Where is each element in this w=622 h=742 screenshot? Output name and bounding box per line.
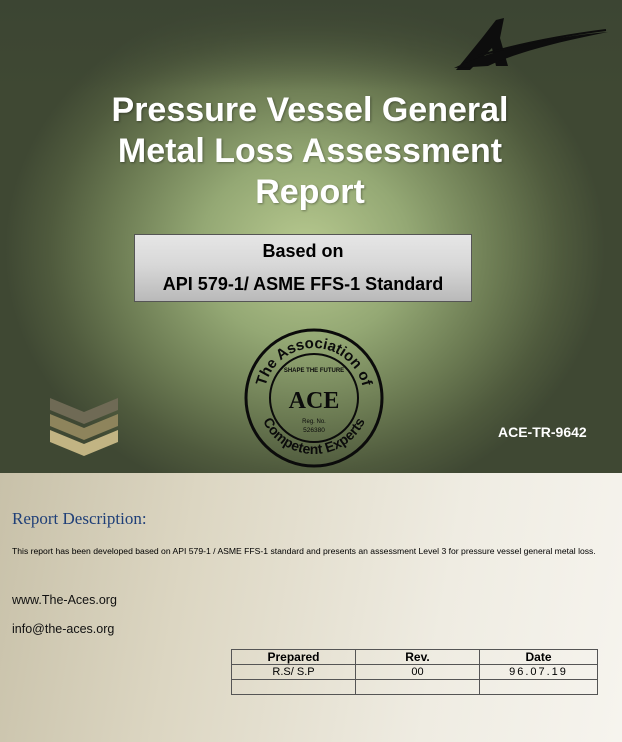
table-row xyxy=(232,665,598,680)
cell-empty-3 xyxy=(480,680,598,695)
description-text: This report has been developed based on API 579-1 / ASME FFS-1 standard and presents an assessment Level 3 for pressure vessel general metal loss. xyxy=(12,546,596,556)
association-seal-icon xyxy=(244,328,384,468)
website-link[interactable]: www.The-Aces.org xyxy=(12,593,117,607)
seal-reg-label: Reg. No. xyxy=(302,419,326,425)
seal-tagline: SHAPE THE FUTURE xyxy=(283,368,345,374)
header-rev: Rev. xyxy=(356,650,480,665)
email-link[interactable]: info@the-aces.org xyxy=(12,622,115,636)
cell-date: 96.07.19 xyxy=(480,665,598,680)
header-date: Date xyxy=(480,650,598,665)
cell-prepared: R.S/ S.P xyxy=(232,665,356,680)
seal-initials: ACE xyxy=(288,388,340,414)
description-heading: Report Description: xyxy=(12,509,147,528)
seal-top-text: The Association of xyxy=(252,334,376,388)
title-line-1: Pressure Vessel General xyxy=(111,91,509,129)
seal-reg-number: 526380 xyxy=(303,427,325,434)
banner-line-1: Based on xyxy=(262,241,344,261)
header-prepared: Prepared xyxy=(232,650,356,665)
ace-logo-icon xyxy=(448,8,613,80)
seal-bottom-text: Competent Experts xyxy=(260,414,368,458)
cell-empty-2 xyxy=(356,680,480,695)
table-row-empty xyxy=(232,680,598,695)
report-title xyxy=(40,90,580,213)
description-section xyxy=(0,473,622,742)
cell-empty-1 xyxy=(232,680,356,695)
revision-table xyxy=(231,649,598,695)
revision-header-row xyxy=(232,650,598,665)
banner-line-2: API 579-1/ ASME FFS-1 Standard xyxy=(162,274,444,294)
title-line-2: Metal Loss Assessment xyxy=(117,132,503,170)
title-line-3: Report xyxy=(255,173,365,211)
chevron-rank-icon xyxy=(50,398,118,456)
standard-banner xyxy=(134,234,472,302)
svg-text:The Association of xyxy=(253,335,376,389)
cell-rev: 00 xyxy=(356,665,480,680)
report-code: ACE-TR-9642 xyxy=(498,424,587,440)
